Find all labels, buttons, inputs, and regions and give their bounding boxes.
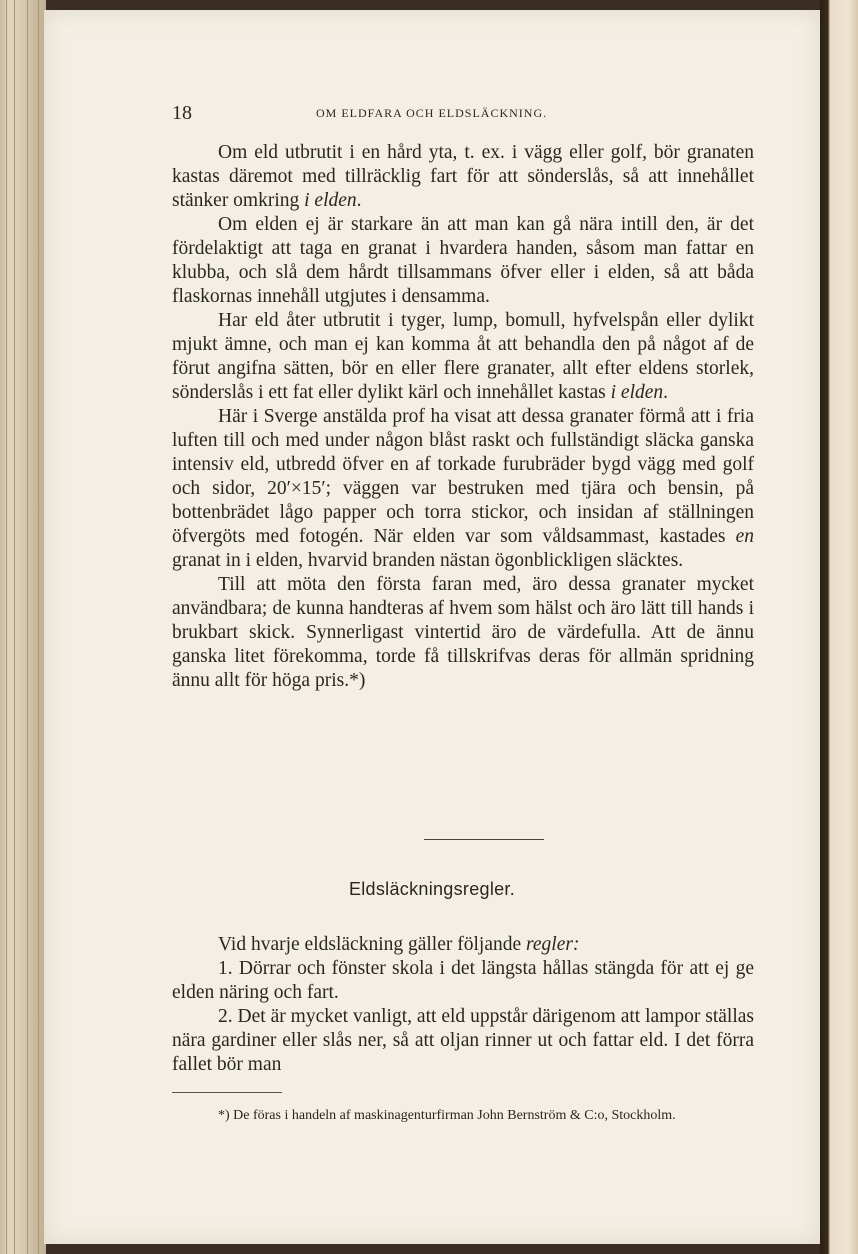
footnote-divider [172,1092,282,1093]
book-spine [0,0,46,1254]
rules-text [172,933,754,1077]
page-edge [820,0,858,1254]
paragraph: Om eld utbrutit i en hård yta, t. ex. i vägg eller golf, bör granaten kastas däremot med tillräcklig fart för att sönderslås, så att innehållet stänker omkring i elden. [172,142,754,211]
section-heading: Eldsläckningsregler. [348,879,516,899]
rules-intro: Vid hvarje eldsläckning gäller följande regler: [218,934,580,955]
paragraph: Har eld åter utbrutit i tyger, lump, bomull, hyfvelspån eller dylikt mjukt ämne, och man ej kan komma åt att behandla den på något af de förut angifna sätten, bör en eller flere granater, allt efter eldens storlek, sönderslås i ett fat eller dylikt kärl och innehållet kastas i elden. [172,310,754,403]
rule-item: 1. Dörrar och fönster skola i det längsta hållas stängda för att ej ge elden näring och fart. [172,958,754,1003]
paragraph: Här i Sverge anstälda prof ha visat att dessa granater förmå att i fria luften till och med under någon blåst raskt och fullständigt släcka ganska intensiv eld, utbredd öfver en af torkade furubräder bygd vägg med golf och sidor, 20′×15′; väggen var bestruken med tjära och bensin, på bottenbrädet lågo papper och torra stickor, och insidan af ställningen öfvergöts med fotogén. När elden var som våldsammast, kastades en granat in i elden, hvarvid branden nästan ögonblickligen släcktes. [172,406,754,571]
paragraph: Till att möta den första faran med, äro dessa granater mycket användbara; de kunna handteras af hvem som hälst och äro lätt till hands i brukbart skick. Synnerligast vintertid äro de värdefulla. Att de ännu ganska litet förekomma, torde få tillskrifvas deras för allmän spridning ännu allt för höga pris.*) [172,574,754,691]
book-page [44,10,820,1244]
paragraph: Om elden ej är starkare än att man kan gå nära intill den, är det fördelaktigt att taga en granat i hvardera handen, såsom man fattar en klubba, och slå dem hårdt tillsammans öfver eller i elden, så att båda flaskornas innehåll utgjutes i densamma. [172,214,754,307]
body-text [172,141,754,693]
running-head: OM ELDFARA OCH ELDSLÄCKNING. [316,106,548,120]
page-header [44,102,820,126]
page-number: 18 [172,102,192,124]
section-divider [424,839,544,840]
rule-item: 2. Det är mycket vanligt, att eld uppstår därigenom att lampor ställas nära gardiner eller slås ner, så att oljan rinner ut och fattar eld. I det förra fallet bör man [172,1006,754,1075]
footnote: *) De föras i handeln af maskinagenturfirman John Bernström & C:o, Stockholm. [218,1108,676,1123]
